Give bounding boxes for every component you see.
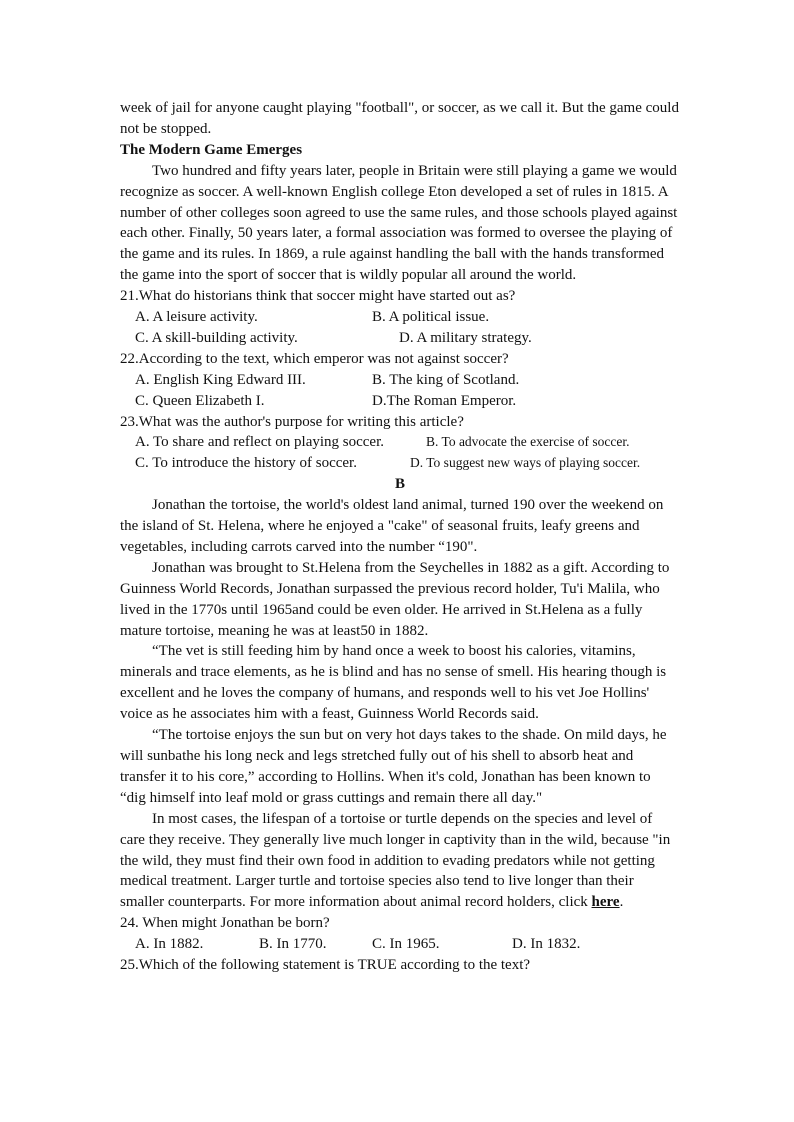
link-suffix: . (619, 894, 624, 911)
question-23-option-a[interactable]: A. To share and reflect on playing soccer. (135, 434, 385, 451)
question-22-options-row-2 (120, 391, 680, 412)
question-23-option-d[interactable]: D. To suggest new ways of playing soccer. (410, 455, 641, 471)
question-22-option-c[interactable]: C. Queen Elizabeth I. (135, 392, 265, 409)
question-22-option-b[interactable]: B. The king of Scotland. (372, 371, 520, 388)
question-23-options-row-2 (120, 453, 680, 474)
question-23-option-c[interactable]: C. To introduce the history of soccer. (135, 455, 357, 472)
question-21-options-row-1 (120, 307, 680, 328)
question-22-stem: 22.According to the text, which emperor was not against soccer? (120, 350, 509, 367)
intro-paragraph: week of jail for anyone caught playing "football", or soccer, as we call it. But the game could not be stopped. (120, 100, 679, 137)
question-22-option-d[interactable]: D.The Roman Emperor. (372, 392, 517, 409)
question-24-option-c[interactable]: C. In 1965. (372, 936, 440, 953)
question-23-stem: 23.What was the author's purpose for writing this article? (120, 413, 464, 430)
question-24-options-row (120, 934, 680, 955)
question-21-option-a[interactable]: A. A leisure activity. (135, 309, 258, 326)
question-21-option-d[interactable]: D. A military strategy. (399, 329, 532, 346)
question-24-option-d[interactable]: D. In 1832. (512, 936, 581, 953)
section-heading: The Modern Game Emerges (120, 141, 303, 158)
question-24-stem: 24. When might Jonathan be born? (120, 915, 330, 932)
passage-b-paragraph-5-text: In most cases, the lifespan of a tortoise or turtle depends on the species and level of care they receive. They generally live much longer in captivity than in the wild, because "in the wild, they must find their own food in addition to evading predators while not getting medical treatment. Larger turtle and tortoise species also tend to live longer than their smaller counterparts. For more information about animal record holders, click (120, 810, 671, 911)
paragraph-modern-game: Two hundred and fifty years later, people in Britain were still playing a game we would recognize as soccer. A well-known English college Eton developed a set of rules in 1815. A number of other colleges soon agreed to use the same rules, and those schools played against each other. Finally, 50 years later, a formal association was formed to oversee the playing of the game and its rules. In 1869, a rule against handling the ball with the hands transformed the game into the sport of soccer that is wildly popular all around the world. (120, 162, 678, 284)
question-22-options-row-1 (120, 370, 680, 391)
question-21-options-row-2 (120, 328, 680, 349)
question-24-option-b[interactable]: B. In 1770. (259, 936, 327, 953)
passage-b-label: B (394, 476, 405, 493)
exam-page (120, 98, 680, 976)
passage-b-paragraph-5 (120, 809, 680, 914)
question-22-option-a[interactable]: A. English King Edward III. (135, 371, 306, 388)
question-23-options-row-1 (120, 432, 680, 453)
passage-b-paragraph-2: Jonathan was brought to St.Helena from the Seychelles in 1882 as a gift. According to Guinness World Records, Jonathan surpassed the previous record holder, Tu'i Malila, who lived in the 1770s until 1965and could be even older. He arrived in St.Helena as a fully mature tortoise, meaning he was at least50 in 1882. (120, 559, 670, 639)
question-24-option-a[interactable]: A. In 1882. (135, 936, 204, 953)
question-21-option-b[interactable]: B. A political issue. (372, 309, 490, 326)
passage-b-paragraph-1: Jonathan the tortoise, the world's oldest land animal, turned 190 over the weekend on the island of St. Helena, where he enjoyed a "cake" of seasonal fruits, leafy greens and vegetables, including carrots carved into the number “190". (120, 497, 664, 555)
question-21-option-c[interactable]: C. A skill-building activity. (135, 329, 298, 346)
question-23-option-b[interactable]: B. To advocate the exercise of soccer. (426, 434, 630, 450)
here-link[interactable]: here (591, 894, 620, 911)
passage-b-paragraph-3: “The vet is still feeding him by hand once a week to boost his calories, vitamins, minerals and trace elements, as he is blind and has no sense of smell. His hearing though is excellent and he loves the company of humans, and responds well to his vet Joe Hollins' voice as he associates him with a feast, Guinness World Records said. (120, 643, 667, 723)
question-21-stem: 21.What do historians think that soccer might have started out as? (120, 288, 516, 305)
question-25-stem: 25.Which of the following statement is TRUE according to the text? (120, 957, 531, 974)
passage-b-paragraph-4: “The tortoise enjoys the sun but on very hot days takes to the shade. On mild days, he will sunbathe his long neck and legs stretched fully out of his shell to absorb heat and transfer it to his core,” according to Hollins. When it's cold, Jonathan has been known to “dig himself into leaf mold or grass cuttings and remain there all day." (120, 727, 667, 806)
